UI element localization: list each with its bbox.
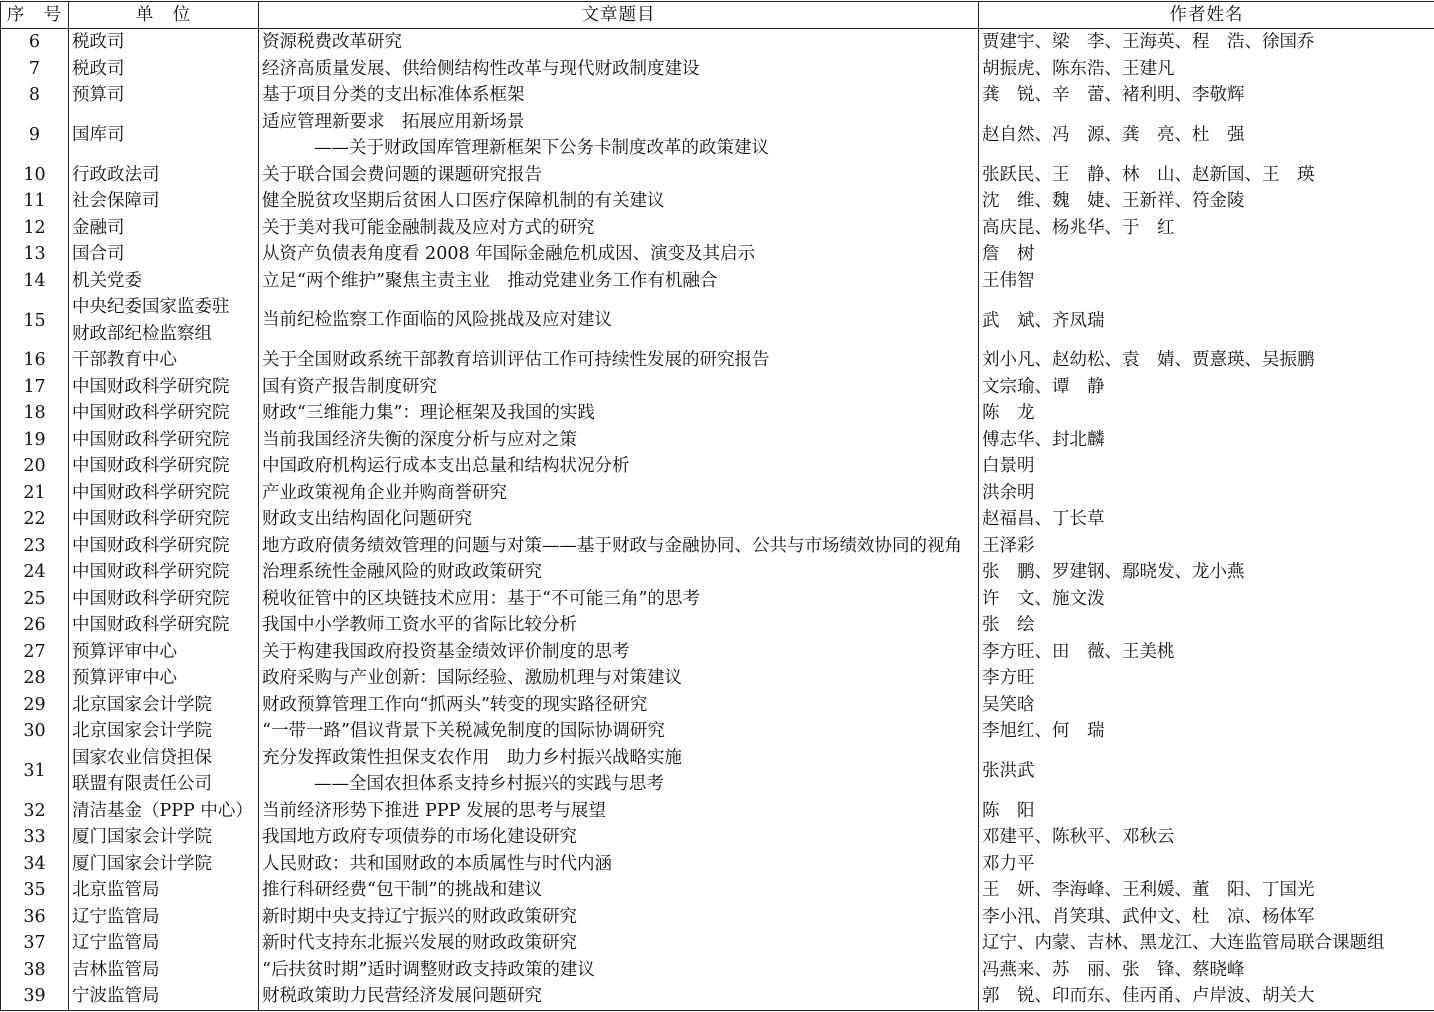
title-cell xyxy=(259,798,979,825)
authors-cell: 龚 锐、辛 蕾、褚利明、李敬辉 xyxy=(979,82,1434,109)
unit-line: 中国财政科学研究院 xyxy=(72,562,230,583)
unit-line: 联盟有限责任公司 xyxy=(72,774,212,794)
unit-line: 干部教育中心 xyxy=(72,350,177,371)
unit-line: 中国财政科学研究院 xyxy=(72,509,230,530)
row-number: 19 xyxy=(1,427,69,454)
title-cell xyxy=(259,639,979,666)
title-cell xyxy=(259,506,979,533)
authors-cell: 冯燕来、苏 丽、张 锋、蔡晓峰 xyxy=(979,957,1434,984)
row-number: 22 xyxy=(1,506,69,533)
table-row xyxy=(1,824,1434,851)
authors-cell: 詹 树 xyxy=(979,241,1434,268)
unit-line: 中国财政科学研究院 xyxy=(72,535,230,556)
unit-cell xyxy=(69,877,259,904)
unit-line: 厦门国家会计学院 xyxy=(72,853,212,874)
unit-cell xyxy=(69,268,259,295)
title-cell xyxy=(259,930,979,957)
title-cell xyxy=(259,241,979,268)
articles-table xyxy=(0,1,1434,1011)
unit-line: 预算评审中心 xyxy=(72,668,177,689)
table-row xyxy=(1,559,1434,586)
unit-cell xyxy=(69,162,259,189)
title-line: 推行科研经费“包干制”的挑战和建议 xyxy=(262,880,543,901)
unit-line: 社会保障司 xyxy=(72,191,160,212)
table-row xyxy=(1,29,1434,56)
authors-cell: 张 鹏、罗建钢、鄢晓发、龙小燕 xyxy=(979,559,1434,586)
title-line: 关于构建我国政府投资基金绩效评价制度的思考 xyxy=(262,641,630,662)
unit-cell xyxy=(69,480,259,507)
title-line: 财政“三维能力集”：理论框架及我国的实践 xyxy=(262,403,595,424)
title-cell xyxy=(259,692,979,719)
title-cell xyxy=(259,347,979,374)
unit-cell xyxy=(69,400,259,427)
table-row xyxy=(1,453,1434,480)
title-line: 财政预算管理工作向“抓两头”转变的现实路径研究 xyxy=(262,694,648,715)
row-number: 33 xyxy=(1,824,69,851)
title-cell xyxy=(259,877,979,904)
title-cell xyxy=(259,268,979,295)
row-number: 28 xyxy=(1,665,69,692)
authors-cell: 刘小凡、赵幼松、袁 婧、贾憙瑛、吴振鹏 xyxy=(979,347,1434,374)
title-cell xyxy=(259,374,979,401)
unit-line: 行政政法司 xyxy=(72,164,160,185)
unit-line: 中国财政科学研究院 xyxy=(72,429,230,450)
unit-line: 中国财政科学研究院 xyxy=(72,482,230,503)
authors-cell: 王 妍、李海峰、王利媛、董 阳、丁国光 xyxy=(979,877,1434,904)
title-line: 资源税费改革研究 xyxy=(262,32,402,53)
row-number: 20 xyxy=(1,453,69,480)
title-line: 当前经济形势下推进 PPP 发展的思考与展望 xyxy=(262,800,606,821)
table-row xyxy=(1,268,1434,295)
unit-line: 机关党委 xyxy=(72,270,142,291)
row-number: 23 xyxy=(1,533,69,560)
title-line: 我国中小学教师工资水平的省际比较分析 xyxy=(262,615,577,636)
title-line: 中国政府机构运行成本支出总量和结构状况分析 xyxy=(262,456,630,477)
authors-cell: 白景明 xyxy=(979,453,1434,480)
row-number: 27 xyxy=(1,639,69,666)
authors-cell: 胡振虎、陈东浩、王建凡 xyxy=(979,56,1434,83)
authors-cell: 许 文、施文泼 xyxy=(979,586,1434,613)
title-cell xyxy=(259,586,979,613)
title-cell xyxy=(259,559,979,586)
title-line: 充分发挥政策性担保支农作用 助力乡村振兴战略实施 xyxy=(262,747,682,768)
row-number: 21 xyxy=(1,480,69,507)
table-row xyxy=(1,851,1434,878)
table-row xyxy=(1,983,1434,1010)
authors-cell: 邓力平 xyxy=(979,851,1434,878)
authors-cell: 辽宁、内蒙、吉林、黑龙江、大连监管局联合课题组 xyxy=(979,930,1434,957)
table-row xyxy=(1,480,1434,507)
unit-cell xyxy=(69,718,259,745)
table-row xyxy=(1,162,1434,189)
unit-cell xyxy=(69,692,259,719)
table-row xyxy=(1,692,1434,719)
row-number: 13 xyxy=(1,241,69,268)
unit-line: 中国财政科学研究院 xyxy=(72,403,230,424)
authors-cell: 沈 维、魏 婕、王新祥、符金陵 xyxy=(979,188,1434,215)
table-row xyxy=(1,877,1434,904)
table-row xyxy=(1,586,1434,613)
unit-line: 宁波监管局 xyxy=(72,986,160,1007)
unit-cell xyxy=(69,639,259,666)
unit-line: 中国财政科学研究院 xyxy=(72,456,230,477)
title-cell xyxy=(259,904,979,931)
title-cell xyxy=(259,480,979,507)
unit-line: 国合司 xyxy=(72,244,125,265)
title-cell xyxy=(259,824,979,851)
unit-cell xyxy=(69,586,259,613)
row-number: 31 xyxy=(1,745,69,798)
unit-line: 财政部纪检监察组 xyxy=(72,323,212,344)
title-cell xyxy=(259,215,979,242)
table-row xyxy=(1,347,1434,374)
table-row xyxy=(1,533,1434,560)
unit-cell xyxy=(69,930,259,957)
row-number: 17 xyxy=(1,374,69,401)
unit-cell xyxy=(69,294,259,347)
title-line: “后扶贫时期”适时调整财政支持政策的建议 xyxy=(262,959,595,980)
row-number: 10 xyxy=(1,162,69,189)
authors-cell: 陈 阳 xyxy=(979,798,1434,825)
unit-cell xyxy=(69,109,259,162)
title-cell xyxy=(259,56,979,83)
title-line: “一带一路”倡议背景下关税减免制度的国际协调研究 xyxy=(262,721,665,742)
title-line: 财税政策助力民营经济发展问题研究 xyxy=(262,986,542,1007)
table-row xyxy=(1,930,1434,957)
table-row xyxy=(1,56,1434,83)
unit-line: 吉林监管局 xyxy=(72,959,160,980)
title-cell xyxy=(259,983,979,1010)
table-row xyxy=(1,188,1434,215)
title-line: 财政支出结构固化问题研究 xyxy=(262,509,472,530)
authors-cell: 张 绘 xyxy=(979,612,1434,639)
title-line: 人民财政：共和国财政的本质属性与时代内涵 xyxy=(262,853,612,874)
unit-cell xyxy=(69,506,259,533)
title-line: 地方政府债务绩效管理的问题与对策——基于财政与金融协同、公共与市场绩效协同的视角 xyxy=(262,535,962,556)
table-row xyxy=(1,241,1434,268)
authors-cell: 吴笑晗 xyxy=(979,692,1434,719)
unit-cell xyxy=(69,82,259,109)
row-number: 34 xyxy=(1,851,69,878)
title-line: 基于项目分类的支出标准体系框架 xyxy=(262,85,525,106)
row-number: 30 xyxy=(1,718,69,745)
title-line: 新时代支持东北振兴发展的财政政策研究 xyxy=(262,933,577,954)
authors-cell: 郭 锐、印而东、佳丙甬、卢岸波、胡关大 xyxy=(979,983,1434,1010)
unit-line: 金融司 xyxy=(72,217,125,238)
row-number: 6 xyxy=(1,29,69,56)
row-number: 29 xyxy=(1,692,69,719)
table-row xyxy=(1,957,1434,984)
authors-cell: 邓建平、陈秋平、邓秋云 xyxy=(979,824,1434,851)
authors-cell: 张跃民、王 静、林 山、赵新国、王 瑛 xyxy=(979,162,1434,189)
table-row xyxy=(1,294,1434,347)
table-row xyxy=(1,904,1434,931)
unit-cell xyxy=(69,983,259,1010)
title-line: 当前纪检监察工作面临的风险挑战及应对建议 xyxy=(262,310,612,331)
row-number: 37 xyxy=(1,930,69,957)
row-number: 7 xyxy=(1,56,69,83)
authors-cell: 李方旺 xyxy=(979,665,1434,692)
row-number: 32 xyxy=(1,798,69,825)
unit-cell xyxy=(69,453,259,480)
title-cell xyxy=(259,665,979,692)
title-cell xyxy=(259,718,979,745)
table-row xyxy=(1,215,1434,242)
authors-cell: 高庆昆、杨兆华、于 红 xyxy=(979,215,1434,242)
table-row xyxy=(1,798,1434,825)
row-number: 35 xyxy=(1,877,69,904)
unit-cell xyxy=(69,188,259,215)
unit-cell xyxy=(69,241,259,268)
authors-cell: 赵自然、冯 源、龚 亮、杜 强 xyxy=(979,109,1434,162)
unit-cell xyxy=(69,851,259,878)
title-line: 产业政策视角企业并购商誉研究 xyxy=(262,482,507,503)
subtitle-line: ——关于财政国库管理新框架下公务卡制度改革的政策建议 xyxy=(314,138,769,158)
unit-line: 税政司 xyxy=(72,32,125,53)
unit-line: 中央纪委国家监委驻 xyxy=(72,297,230,317)
authors-cell: 武 斌、齐凤瑞 xyxy=(979,294,1434,347)
title-line: 国有资产报告制度研究 xyxy=(262,376,437,397)
unit-cell xyxy=(69,798,259,825)
title-cell xyxy=(259,109,979,162)
unit-line: 预算评审中心 xyxy=(72,641,177,662)
table-row xyxy=(1,109,1434,162)
unit-cell xyxy=(69,559,259,586)
unit-cell xyxy=(69,427,259,454)
table-row xyxy=(1,639,1434,666)
row-number: 16 xyxy=(1,347,69,374)
table-row xyxy=(1,718,1434,745)
row-number: 24 xyxy=(1,559,69,586)
title-cell xyxy=(259,82,979,109)
row-number: 8 xyxy=(1,82,69,109)
header-authors: 作者姓名 xyxy=(979,2,1434,29)
unit-cell xyxy=(69,612,259,639)
unit-line: 辽宁监管局 xyxy=(72,906,160,927)
unit-cell xyxy=(69,533,259,560)
title-cell xyxy=(259,29,979,56)
unit-cell xyxy=(69,745,259,798)
title-line: 从资产负债表角度看 2008 年国际金融危机成因、演变及其启示 xyxy=(262,244,756,265)
title-line: 当前我国经济失衡的深度分析与应对之策 xyxy=(262,429,577,450)
row-number: 26 xyxy=(1,612,69,639)
title-line: 立足“两个维护”聚焦主责主业 推动党建业务工作有机融合 xyxy=(262,270,718,291)
authors-cell: 李方旺、田 薇、王美桃 xyxy=(979,639,1434,666)
title-cell xyxy=(259,533,979,560)
authors-cell: 贾建宇、梁 李、王海英、程 浩、徐国乔 xyxy=(979,29,1434,56)
authors-cell: 赵福昌、丁长草 xyxy=(979,506,1434,533)
row-number: 15 xyxy=(1,294,69,347)
title-line: 关于全国财政系统干部教育培训评估工作可持续性发展的研究报告 xyxy=(262,350,770,371)
row-number: 11 xyxy=(1,188,69,215)
unit-cell xyxy=(69,29,259,56)
unit-cell xyxy=(69,374,259,401)
subtitle-line: ——全国农担体系支持乡村振兴的实践与思考 xyxy=(314,774,664,794)
title-cell xyxy=(259,745,979,798)
table-row xyxy=(1,506,1434,533)
unit-line: 北京国家会计学院 xyxy=(72,694,212,715)
unit-cell xyxy=(69,56,259,83)
unit-cell xyxy=(69,215,259,242)
authors-cell: 洪余明 xyxy=(979,480,1434,507)
unit-line: 厦门国家会计学院 xyxy=(72,827,212,848)
row-number: 18 xyxy=(1,400,69,427)
unit-line: 税政司 xyxy=(72,58,125,79)
unit-line: 北京监管局 xyxy=(72,880,160,901)
title-cell xyxy=(259,453,979,480)
title-line: 关于美对我可能金融制裁及应对方式的研究 xyxy=(262,217,595,238)
row-number: 36 xyxy=(1,904,69,931)
row-number: 12 xyxy=(1,215,69,242)
title-line: 关于联合国会费问题的课题研究报告 xyxy=(262,164,542,185)
unit-line: 北京国家会计学院 xyxy=(72,721,212,742)
title-line: 经济高质量发展、供给侧结构性改革与现代财政制度建设 xyxy=(262,58,700,79)
unit-line: 中国财政科学研究院 xyxy=(72,376,230,397)
unit-line: 中国财政科学研究院 xyxy=(72,588,230,609)
unit-line: 清洁基金（PPP 中心） xyxy=(72,800,253,821)
row-number: 9 xyxy=(1,109,69,162)
table-body xyxy=(1,29,1434,1011)
unit-line: 预算司 xyxy=(72,85,125,106)
title-cell xyxy=(259,294,979,347)
authors-cell: 李旭红、何 瑞 xyxy=(979,718,1434,745)
row-number: 39 xyxy=(1,983,69,1010)
row-number: 25 xyxy=(1,586,69,613)
title-line: 治理系统性金融风险的财政政策研究 xyxy=(262,562,542,583)
title-cell xyxy=(259,188,979,215)
title-cell xyxy=(259,851,979,878)
title-line: 健全脱贫攻坚期后贫困人口医疗保障机制的有关建议 xyxy=(262,191,665,212)
unit-cell xyxy=(69,665,259,692)
unit-cell xyxy=(69,824,259,851)
title-cell xyxy=(259,427,979,454)
title-line: 税收征管中的区块链技术应用：基于“不可能三角”的思考 xyxy=(262,588,700,609)
unit-cell xyxy=(69,904,259,931)
title-cell xyxy=(259,162,979,189)
unit-line: 辽宁监管局 xyxy=(72,933,160,954)
table-row xyxy=(1,400,1434,427)
unit-line: 中国财政科学研究院 xyxy=(72,615,230,636)
title-cell xyxy=(259,957,979,984)
table-row xyxy=(1,374,1434,401)
header-number: 序 号 xyxy=(1,2,69,29)
authors-cell: 张洪武 xyxy=(979,745,1434,798)
title-line: 政府采购与产业创新：国际经验、激励机理与对策建议 xyxy=(262,668,682,689)
authors-cell: 陈 龙 xyxy=(979,400,1434,427)
unit-cell xyxy=(69,957,259,984)
title-cell xyxy=(259,612,979,639)
header-title: 文章题目 xyxy=(259,2,979,29)
header-row xyxy=(1,2,1434,29)
table-row xyxy=(1,612,1434,639)
unit-line: 国家农业信贷担保 xyxy=(72,747,212,768)
title-cell xyxy=(259,400,979,427)
unit-cell xyxy=(69,347,259,374)
row-number: 38 xyxy=(1,957,69,984)
title-line: 适应管理新要求 拓展应用新场景 xyxy=(262,111,525,132)
table-row xyxy=(1,82,1434,109)
header-unit: 单 位 xyxy=(69,2,259,29)
title-line: 我国地方政府专项债券的市场化建设研究 xyxy=(262,827,577,848)
authors-cell: 王泽彩 xyxy=(979,533,1434,560)
authors-cell: 文宗瑜、谭 静 xyxy=(979,374,1434,401)
authors-cell: 王伟智 xyxy=(979,268,1434,295)
table-row xyxy=(1,745,1434,798)
table-row xyxy=(1,665,1434,692)
title-line: 新时期中央支持辽宁振兴的财政政策研究 xyxy=(262,906,577,927)
authors-cell: 李小汛、肖笑琪、武仲文、杜 凉、杨体军 xyxy=(979,904,1434,931)
table-row xyxy=(1,427,1434,454)
authors-cell: 傅志华、封北麟 xyxy=(979,427,1434,454)
row-number: 14 xyxy=(1,268,69,295)
unit-line: 国库司 xyxy=(72,124,125,145)
